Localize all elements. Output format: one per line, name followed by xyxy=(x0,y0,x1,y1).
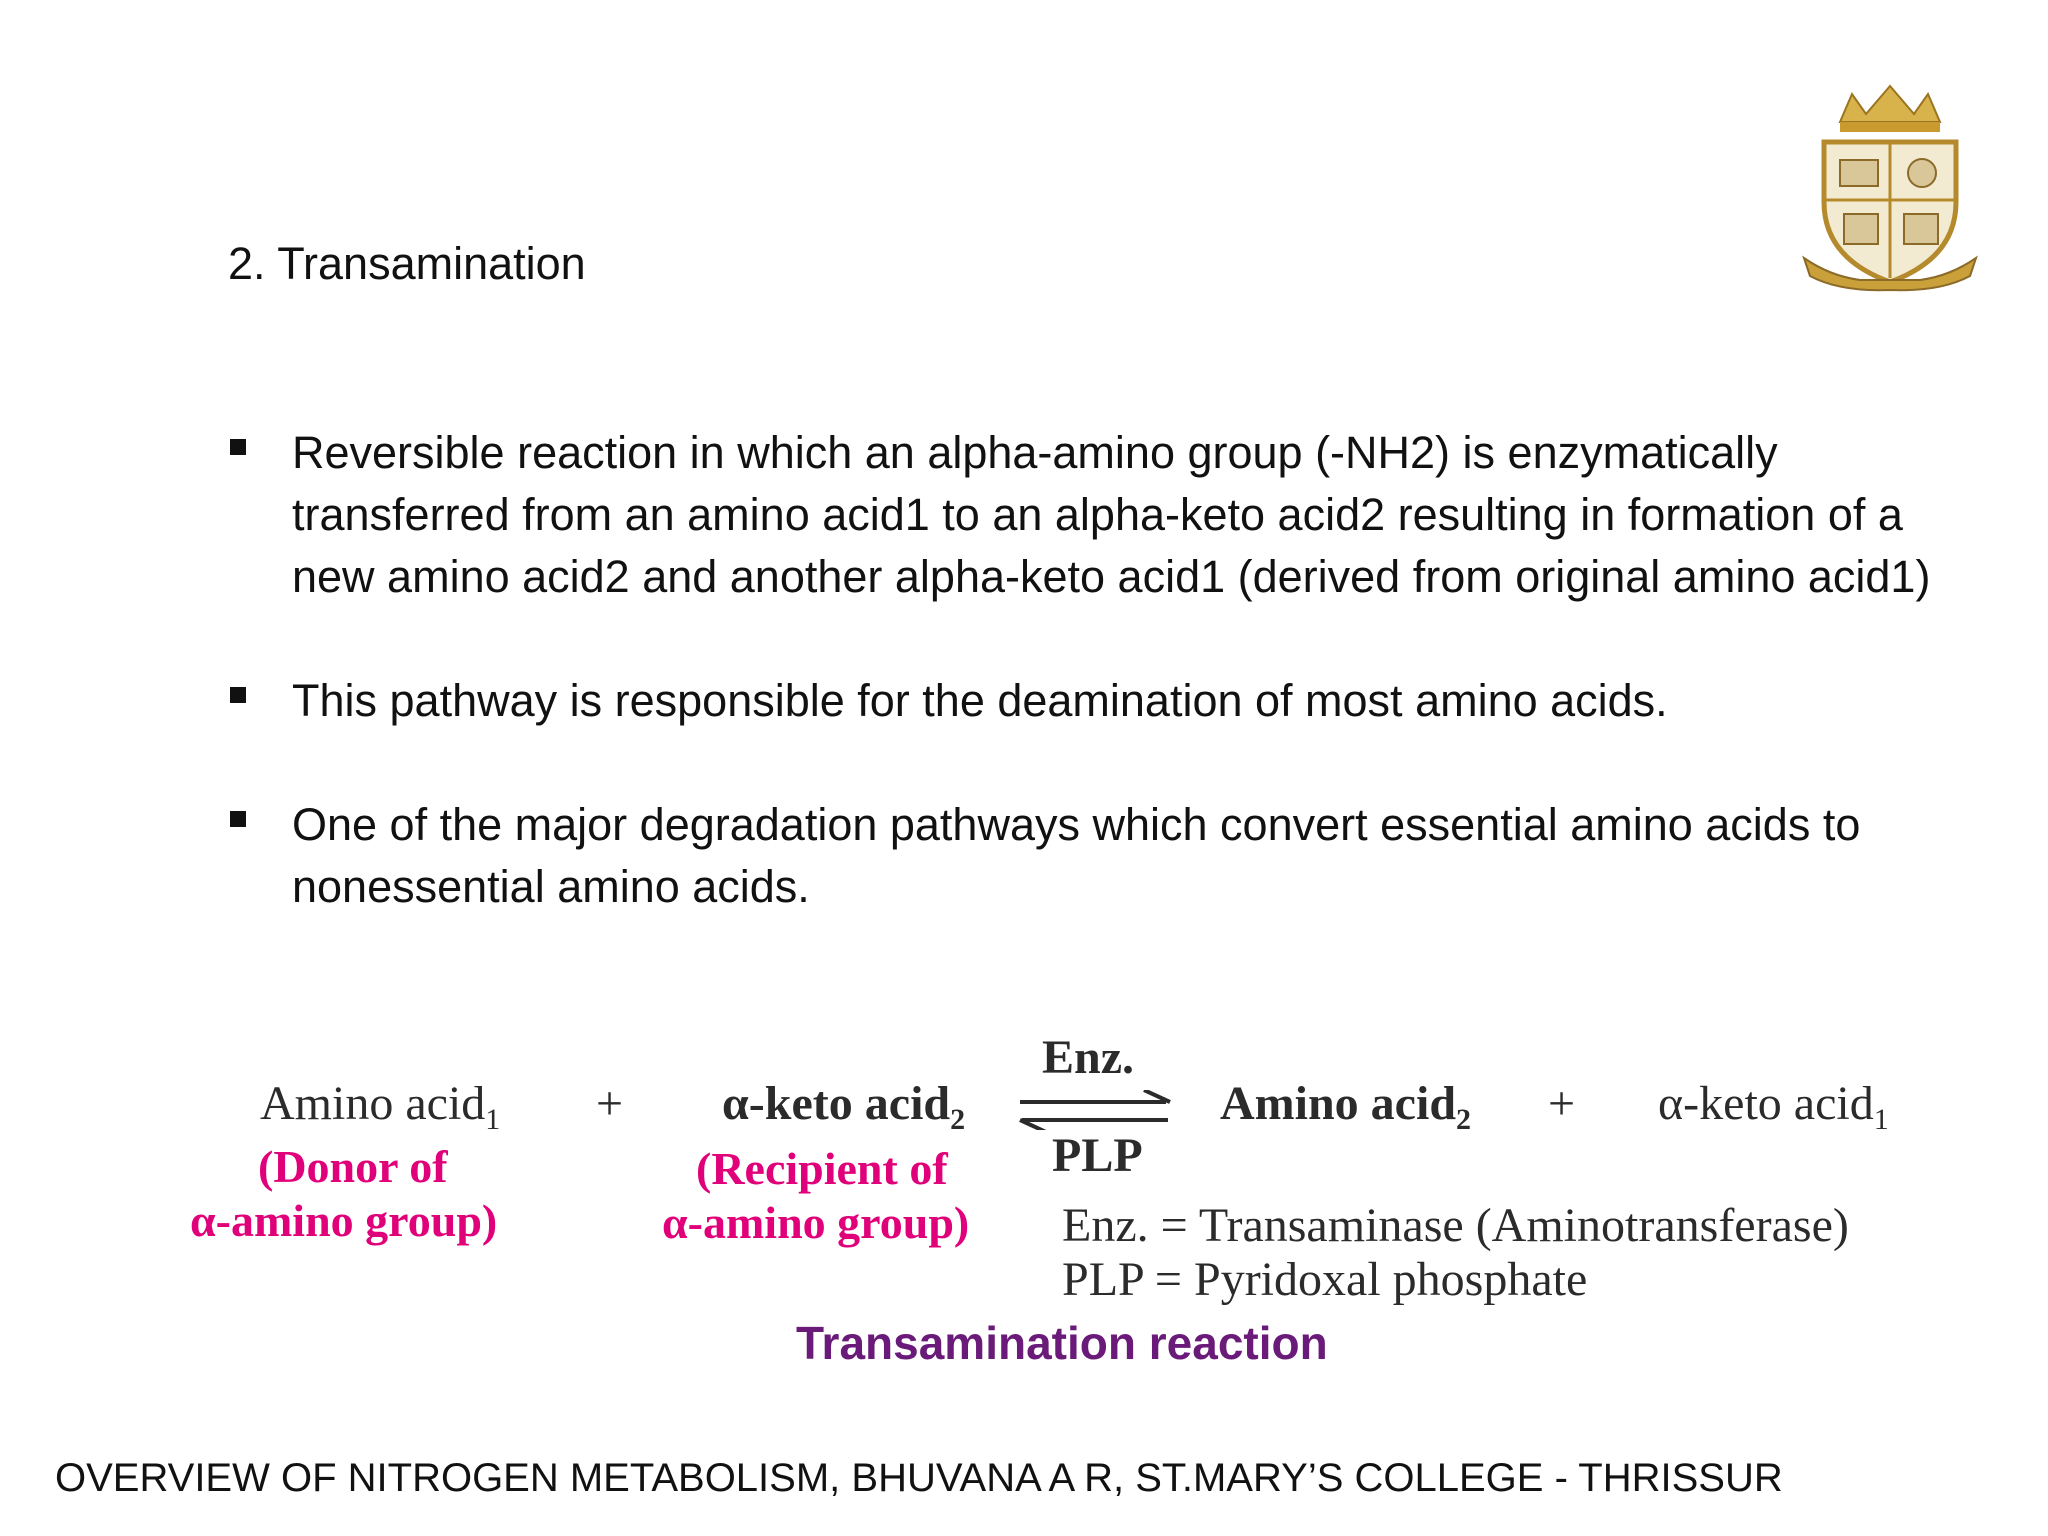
college-crest-icon xyxy=(1800,80,1980,292)
plp-definition: PLP = Pyridoxal phosphate xyxy=(1062,1253,1588,1306)
square-bullet-icon xyxy=(230,439,246,455)
equilibrium-arrow-icon xyxy=(1016,1090,1176,1130)
bullet-list xyxy=(228,422,1988,980)
donor-label: (Donor of xyxy=(258,1141,448,1192)
product-keto-acid-1: α-keto acid$_1$ xyxy=(1658,1077,1889,1136)
bullet-item xyxy=(228,670,1988,732)
product-amino-acid-2: Amino acid$_2$ xyxy=(1220,1077,1472,1136)
reactant-keto-acid-2: α-keto acid$_2$ xyxy=(722,1077,966,1136)
cofactor-label: PLP xyxy=(1052,1129,1143,1182)
plus-sign: + xyxy=(1548,1077,1576,1130)
bullet-item xyxy=(228,794,1988,918)
recipient-label: (Recipient of xyxy=(696,1143,948,1194)
plus-sign: + xyxy=(596,1077,624,1130)
bullet-text: This pathway is responsible for the deamination of most amino acids. xyxy=(292,675,1668,726)
enzyme-label: Enz. xyxy=(1042,1031,1135,1084)
bullet-text: Reversible reaction in which an alpha-amino group (-NH2) is enzymatically transferred from an amino acid1 to an alpha-keto acid2 resulting in formation of a new amino acid2 and another alpha-keto acid1 (derived from original amino acid1) xyxy=(292,427,1931,602)
reaction-caption: Transamination reaction xyxy=(796,1317,1328,1369)
donor-label-2: α-amino group) xyxy=(190,1195,498,1246)
bullet-text: One of the major degradation pathways which convert essential amino acids to nonessential amino acids. xyxy=(292,799,1861,912)
recipient-label-2: α-amino group) xyxy=(662,1197,970,1248)
reactant-amino-acid-1: Amino acid$_1$ xyxy=(260,1077,501,1136)
slide-footer: OVERVIEW OF NITROGEN METABOLISM, BHUVANA A R, ST.MARY’S COLLEGE - THRISSUR xyxy=(55,1456,1783,1500)
square-bullet-icon xyxy=(230,811,246,827)
square-bullet-icon xyxy=(230,687,246,703)
bullet-item xyxy=(228,422,1988,608)
slide-title: 2. Transamination xyxy=(228,238,586,289)
enzyme-definition: Enz. = Transaminase (Aminotransferase) xyxy=(1062,1199,1849,1252)
transamination-reaction-figure xyxy=(190,1030,1930,1410)
